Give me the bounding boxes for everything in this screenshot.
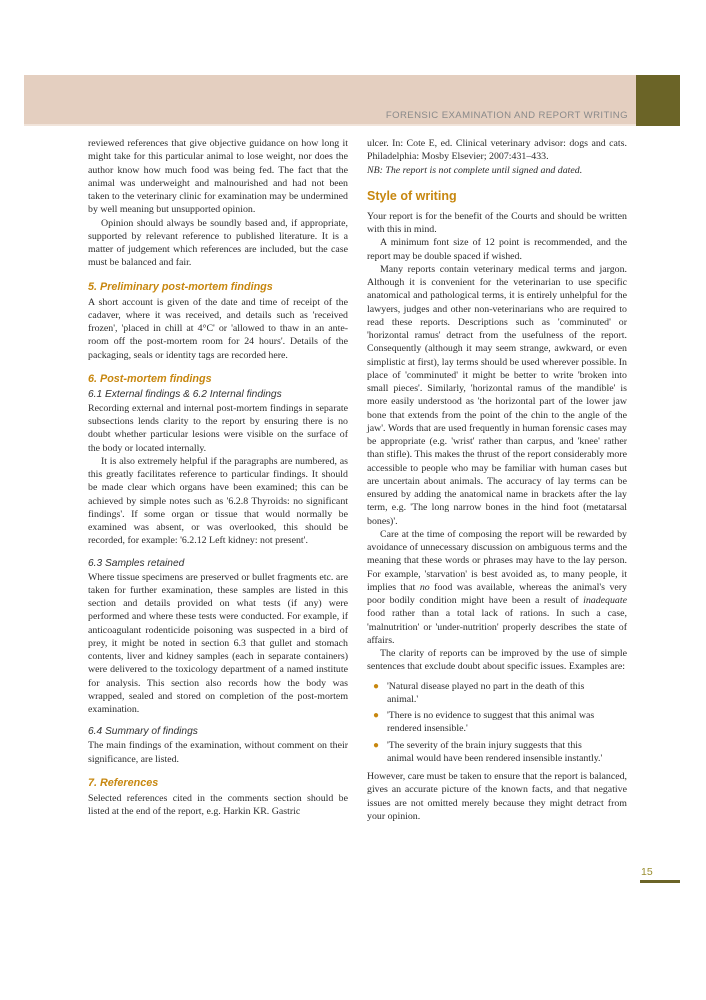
- list-item: [367, 709, 627, 736]
- paragraph: A short account is given of the date and time of receipt of the cadaver, where it was received, and details such as 'received frozen', 'placed in chill at 4°C' or 'allowed to thaw in an ante-room off the post-mortem room for 24 hours'. Details of the packaging, seals or identity tags are recorded here.: [88, 296, 348, 361]
- bullet-icon: ●: [373, 680, 380, 692]
- reference-text: ulcer. In: Cote E, ed. Clinical veterinary advisor: dogs and cats. Philadelphia: Mosby Elsevier; 2007:431–433.: [367, 138, 627, 163]
- nb-note: NB: The report is not complete until signed and dated.: [367, 164, 583, 176]
- paragraph: It is also extremely helpful if the paragraphs are numbered, as this greatly facilitates reference to particular findings. It should be made clear which organs have been examined; this can be achieved by simple notes such as '6.2.8 Thyroids: no significant findings'. If some organ or tissue that would normally be examined was absent, or was overlooked, this should be recorded, for example: '6.2.12 Left kidney: not present'.: [88, 455, 348, 547]
- heading-style-of-writing: Style of writing: [367, 188, 457, 203]
- page-number: 15: [641, 866, 653, 878]
- emphasis-inadequate: inadequate: [583, 595, 627, 606]
- paragraph: The clarity of reports can be improved by the use of simple sentences that exclude doubt about specific issues. Examples are:: [367, 648, 627, 673]
- left-column: [88, 137, 348, 818]
- emphasis-no: no: [419, 581, 430, 593]
- examples-list: [367, 680, 627, 766]
- section-heading-post-mortem: 6. Post-mortem findings: [88, 372, 212, 385]
- page-number-rule: [640, 880, 680, 883]
- paragraph: reviewed references that give objective guidance on how long it might take for this particular animal to lose weight, nor does the author know how much food was being fed. The fact that the animal was underweight and malnourished and had not been taken to the veterinary clinic for examination may be undermined by well meaning but unsupported opinion.: [88, 138, 348, 216]
- header-corner-block: [636, 75, 680, 126]
- bullet-icon: ●: [373, 710, 380, 721]
- list-item: [367, 680, 627, 707]
- list-item-text: 'The severity of the brain injury suggests that this animal would have been rendered insensible instantly.': [387, 739, 603, 764]
- list-item-text: 'There is no evidence to suggest that this animal was rendered insensible.': [387, 710, 595, 735]
- right-column: [367, 137, 627, 823]
- paragraph: Many reports contain veterinary medical terms and jargon. Although it is convenient for the veterinarian to use specific anatomical and pathological terms, it is entirely unhelpful for the lawyers, judges and other non-veterinarians who are required to read these reports. Descriptions such as 'comminuted' or 'horizontal ramus' detract from the usefulness of the report. Consequently (although it may seem strange, awkward, or even simplistic at first), lay terms should be used wherever possible. In place of 'comminuted' it might be better to write 'broken into small pieces'. Similarly, 'horizontal ramus of the mandible' is more easily understood as 'the horizontal part of the lower jaw bone that extends from the point of the chin to the angle of the jaw'. Words that are used frequently in human forensic cases may be appropriate (e.g. 'wrist' rather than carpus, and 'knee' rather than stifle). This makes the thrust of the report considerably more accessible to people who may be familiar with human cases but are uncertain about animals. The accuracy of lay terms can be ensured by adding the anatomical name in brackets after the lay term, e.g. 'The long narrow bones in the hind foot (metatarsal bones)'.: [367, 263, 627, 527]
- paragraph: Selected references cited in the comments section should be listed at the end of the report, e.g. Harkin KR. Gastric: [88, 792, 348, 817]
- subheading-external-internal: 6.1 External findings & 6.2 Internal findings: [88, 388, 282, 400]
- text-run: Care at the time of composing the report will be rewarded by avoidance of unnecessary discussion on ambiguous terms and the meaning that these words or phrases may have to the lay person. For example, 'starvation' is best avoided as, to many people, it implies that: [367, 528, 627, 593]
- paragraph: The main findings of the examination, without comment on their significance, are listed.: [88, 740, 348, 765]
- paragraph: Your report is for the benefit of the Courts and should be written with this in mind.: [367, 210, 627, 235]
- text-run: food was available, whereas the animal's very poor bodily condition might have been a result of: [367, 581, 627, 606]
- subheading-samples-retained: 6.3 Samples retained: [88, 557, 185, 569]
- list-item: [367, 739, 627, 766]
- text-run: food rather than a total lack of rations. In such a case, 'malnutrition' or 'under-nutrition' properly describes the state of affairs.: [367, 608, 627, 646]
- paragraph: Where tissue specimens are preserved or bullet fragments etc. are taken for further examination, these samples are listed in this section and details provided on what tests (if any) were performed and where these tests were conducted. For example, if anticoagulant rodenticide poisoning was suspected in a bird of prey, it might be noted in section 6.3 that gullet and stomach contents, liver and kidney samples (each in separate containers) were delivered to the toxicology department of a named institute for analysis. This section also records how the body was wrapped, sealed and stored on completion of the post-mortem examination.: [88, 571, 348, 715]
- paragraph: [367, 528, 627, 647]
- paragraph: Opinion should always be soundly based and, if appropriate, supported by relevant reference to published literature. It is a matter of judgement which references are included, but the case must be balanced and fair.: [88, 217, 348, 269]
- paragraph: However, care must be taken to ensure that the report is balanced, gives an accurate picture of the known facts, and that negative issues are not omitted merely because they might detract from your opinion.: [367, 771, 627, 822]
- section-heading-preliminary: 5. Preliminary post-mortem findings: [88, 280, 273, 293]
- header-rule: [24, 124, 636, 126]
- bullet-icon: ●: [373, 739, 380, 751]
- paragraph: Recording external and internal post-mortem findings in separate subsections lends clarity to the report by ensuring there is no doubt whether particular lesions were visible on the surface of the body or located internally.: [88, 402, 348, 454]
- section-heading-references: 7. References: [88, 776, 159, 789]
- subheading-summary: 6.4 Summary of findings: [88, 726, 198, 738]
- reference-continuation: [367, 137, 627, 177]
- list-item-text: 'Natural disease played no part in the death of this animal.': [387, 680, 585, 705]
- running-head: FORENSIC EXAMINATION AND REPORT WRITING: [385, 110, 628, 121]
- paragraph: A minimum font size of 12 point is recommended, and the report may be double spaced if wished.: [367, 237, 627, 262]
